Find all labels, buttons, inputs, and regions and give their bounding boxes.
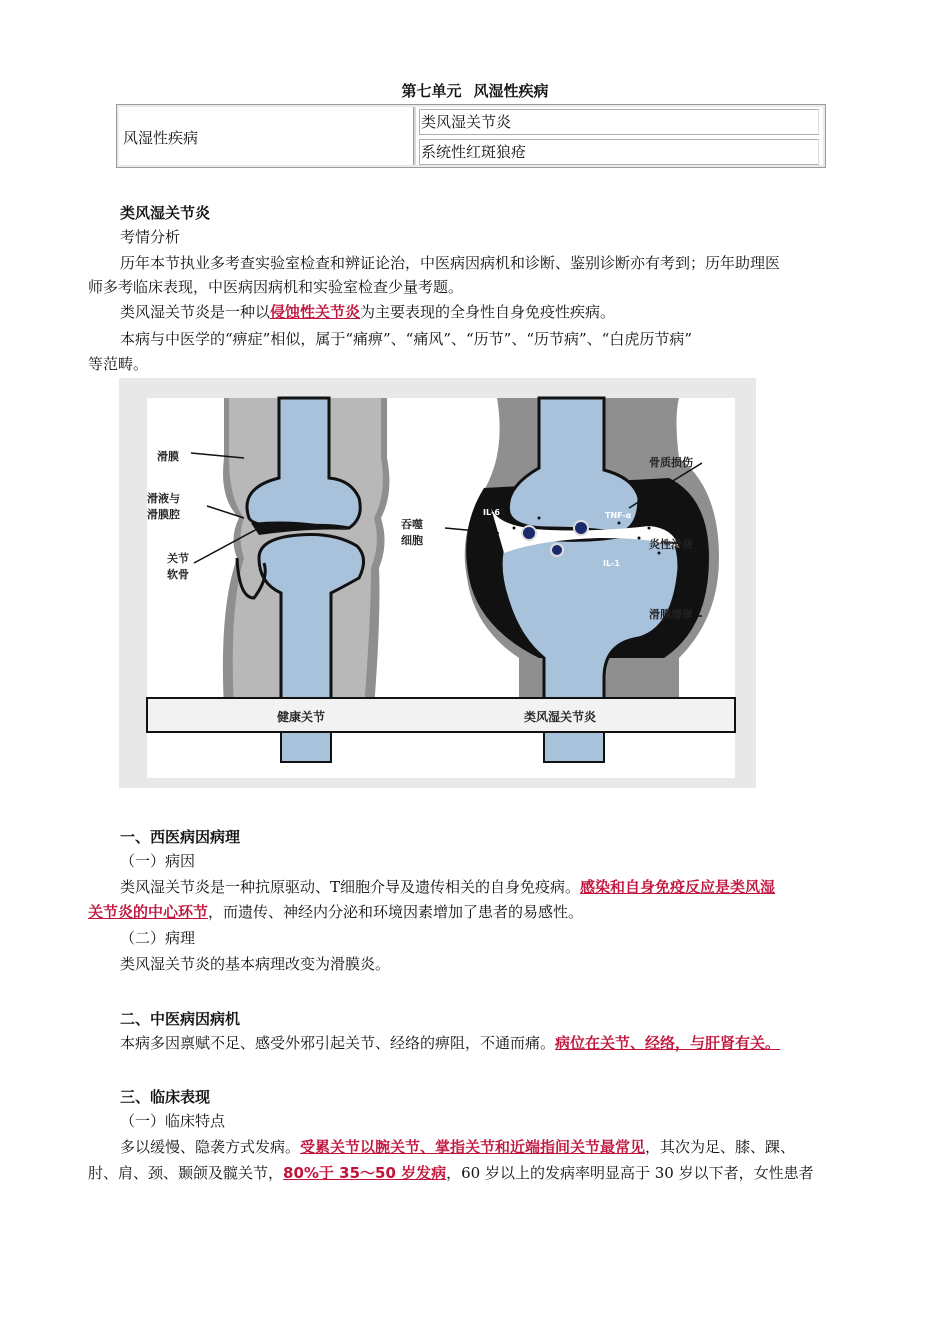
marker-il6: IL-6	[483, 508, 500, 517]
paragraph: 师多考临床表现，中医病因病机和实验室检查少量考题。	[88, 278, 464, 296]
caption-ra: 类风湿关节炎	[524, 710, 597, 724]
caption-healthy: 健康关节	[277, 710, 326, 724]
paragraph: 肘、肩、颈、颞颌及髋关节，80%于 35～50 岁发病，60 岁以上的发病率明显高于 30 岁以下者，女性患者	[88, 1164, 814, 1182]
subheading: （二）病理	[120, 929, 196, 947]
label-synovial-fluid: 滑液与	[147, 492, 180, 505]
paragraph: 类风湿关节炎是一种以侵蚀性关节炎为主要表现的全身性自身免疫性疾病。	[120, 303, 616, 321]
marker-il1: IL-1	[603, 559, 620, 568]
highlight-text: 80%于 35～50 岁发病	[283, 1164, 447, 1182]
joint-diagram	[119, 378, 756, 788]
highlight-text: 侵蚀性关节炎	[270, 303, 361, 321]
paragraph: 类风湿关节炎的基本病理改变为滑膜炎。	[120, 955, 391, 973]
unit-label: 第七单元	[401, 82, 462, 100]
paragraph: 类风湿关节炎是一种抗原驱动、T细胞介导及遗传相关的自身免疫病。感染和自身免疫反应是类风湿	[120, 878, 776, 896]
outline-divider	[413, 107, 416, 165]
outline-category: 风湿性疾病	[123, 129, 199, 147]
paragraph: 关节炎的中心环节，而遗传、神经内分泌和环境因素增加了患者的易感性。	[88, 903, 584, 921]
paragraph: 本病与中医学的“痹症”相似，属于“痛痹”、“痛风”、“历节”、“历节病”、“白虎历节病”	[120, 330, 693, 348]
paragraph: 等范畴。	[88, 355, 149, 373]
unit-title: 风湿性疾病	[473, 82, 549, 100]
section-heading: 三、临床表现	[120, 1088, 211, 1106]
outline-item: 系统性红斑狼疮	[419, 139, 819, 165]
label-bone-damage: 骨质损伤	[649, 456, 693, 469]
subheading: 考情分析	[120, 228, 181, 246]
outline-table	[116, 104, 826, 168]
highlight-text: 受累关节以腕关节、掌指关节和近端指间关节最常见	[300, 1138, 646, 1156]
label-synovium: 滑膜	[157, 450, 179, 463]
page-title	[0, 80, 950, 101]
section-heading: 一、西医病因病理	[120, 828, 241, 846]
paragraph: 本病多因禀赋不足、感受外邪引起关节、经络的痹阻，不通而痛。病位在关节、经络，与肝肾有关。	[120, 1034, 781, 1052]
label-phagocyte: 吞噬	[401, 518, 423, 531]
paragraph: 历年本节执业多考查实验室检查和辨证论治，中医病因病机和诊断、鉴别诊断亦有考到；历年助理医	[120, 254, 781, 272]
label-cartilage: 软骨	[167, 568, 189, 581]
section-heading: 类风湿关节炎	[120, 204, 211, 222]
label-synovial-thickening: 滑膜增厚	[649, 608, 693, 621]
highlight-text: 感染和自身免疫反应是类风湿	[580, 878, 776, 896]
label-joint: 关节	[167, 552, 189, 565]
label-cell: 细胞	[401, 534, 423, 547]
paragraph: 多以缓慢、隐袭方式发病。受累关节以腕关节、掌指关节和近端指间关节最常见，其次为足、膝、踝、	[120, 1138, 796, 1156]
subheading: （一）临床特点	[120, 1112, 226, 1130]
highlight-text: 病位在关节、经络，与肝肾有关。	[555, 1034, 781, 1052]
label-synovial-cavity: 滑膜腔	[147, 508, 180, 521]
label-inflammatory-fluid: 炎性滑液	[649, 538, 693, 551]
subheading: （一）病因	[120, 852, 196, 870]
outline-item: 类风湿关节炎	[419, 109, 819, 135]
healthy-joint-illustration	[223, 398, 390, 708]
marker-tnf: TNF-α	[605, 511, 632, 520]
section-heading: 二、中医病因病机	[120, 1010, 241, 1028]
highlight-text: 关节炎的中心环节	[88, 903, 209, 921]
